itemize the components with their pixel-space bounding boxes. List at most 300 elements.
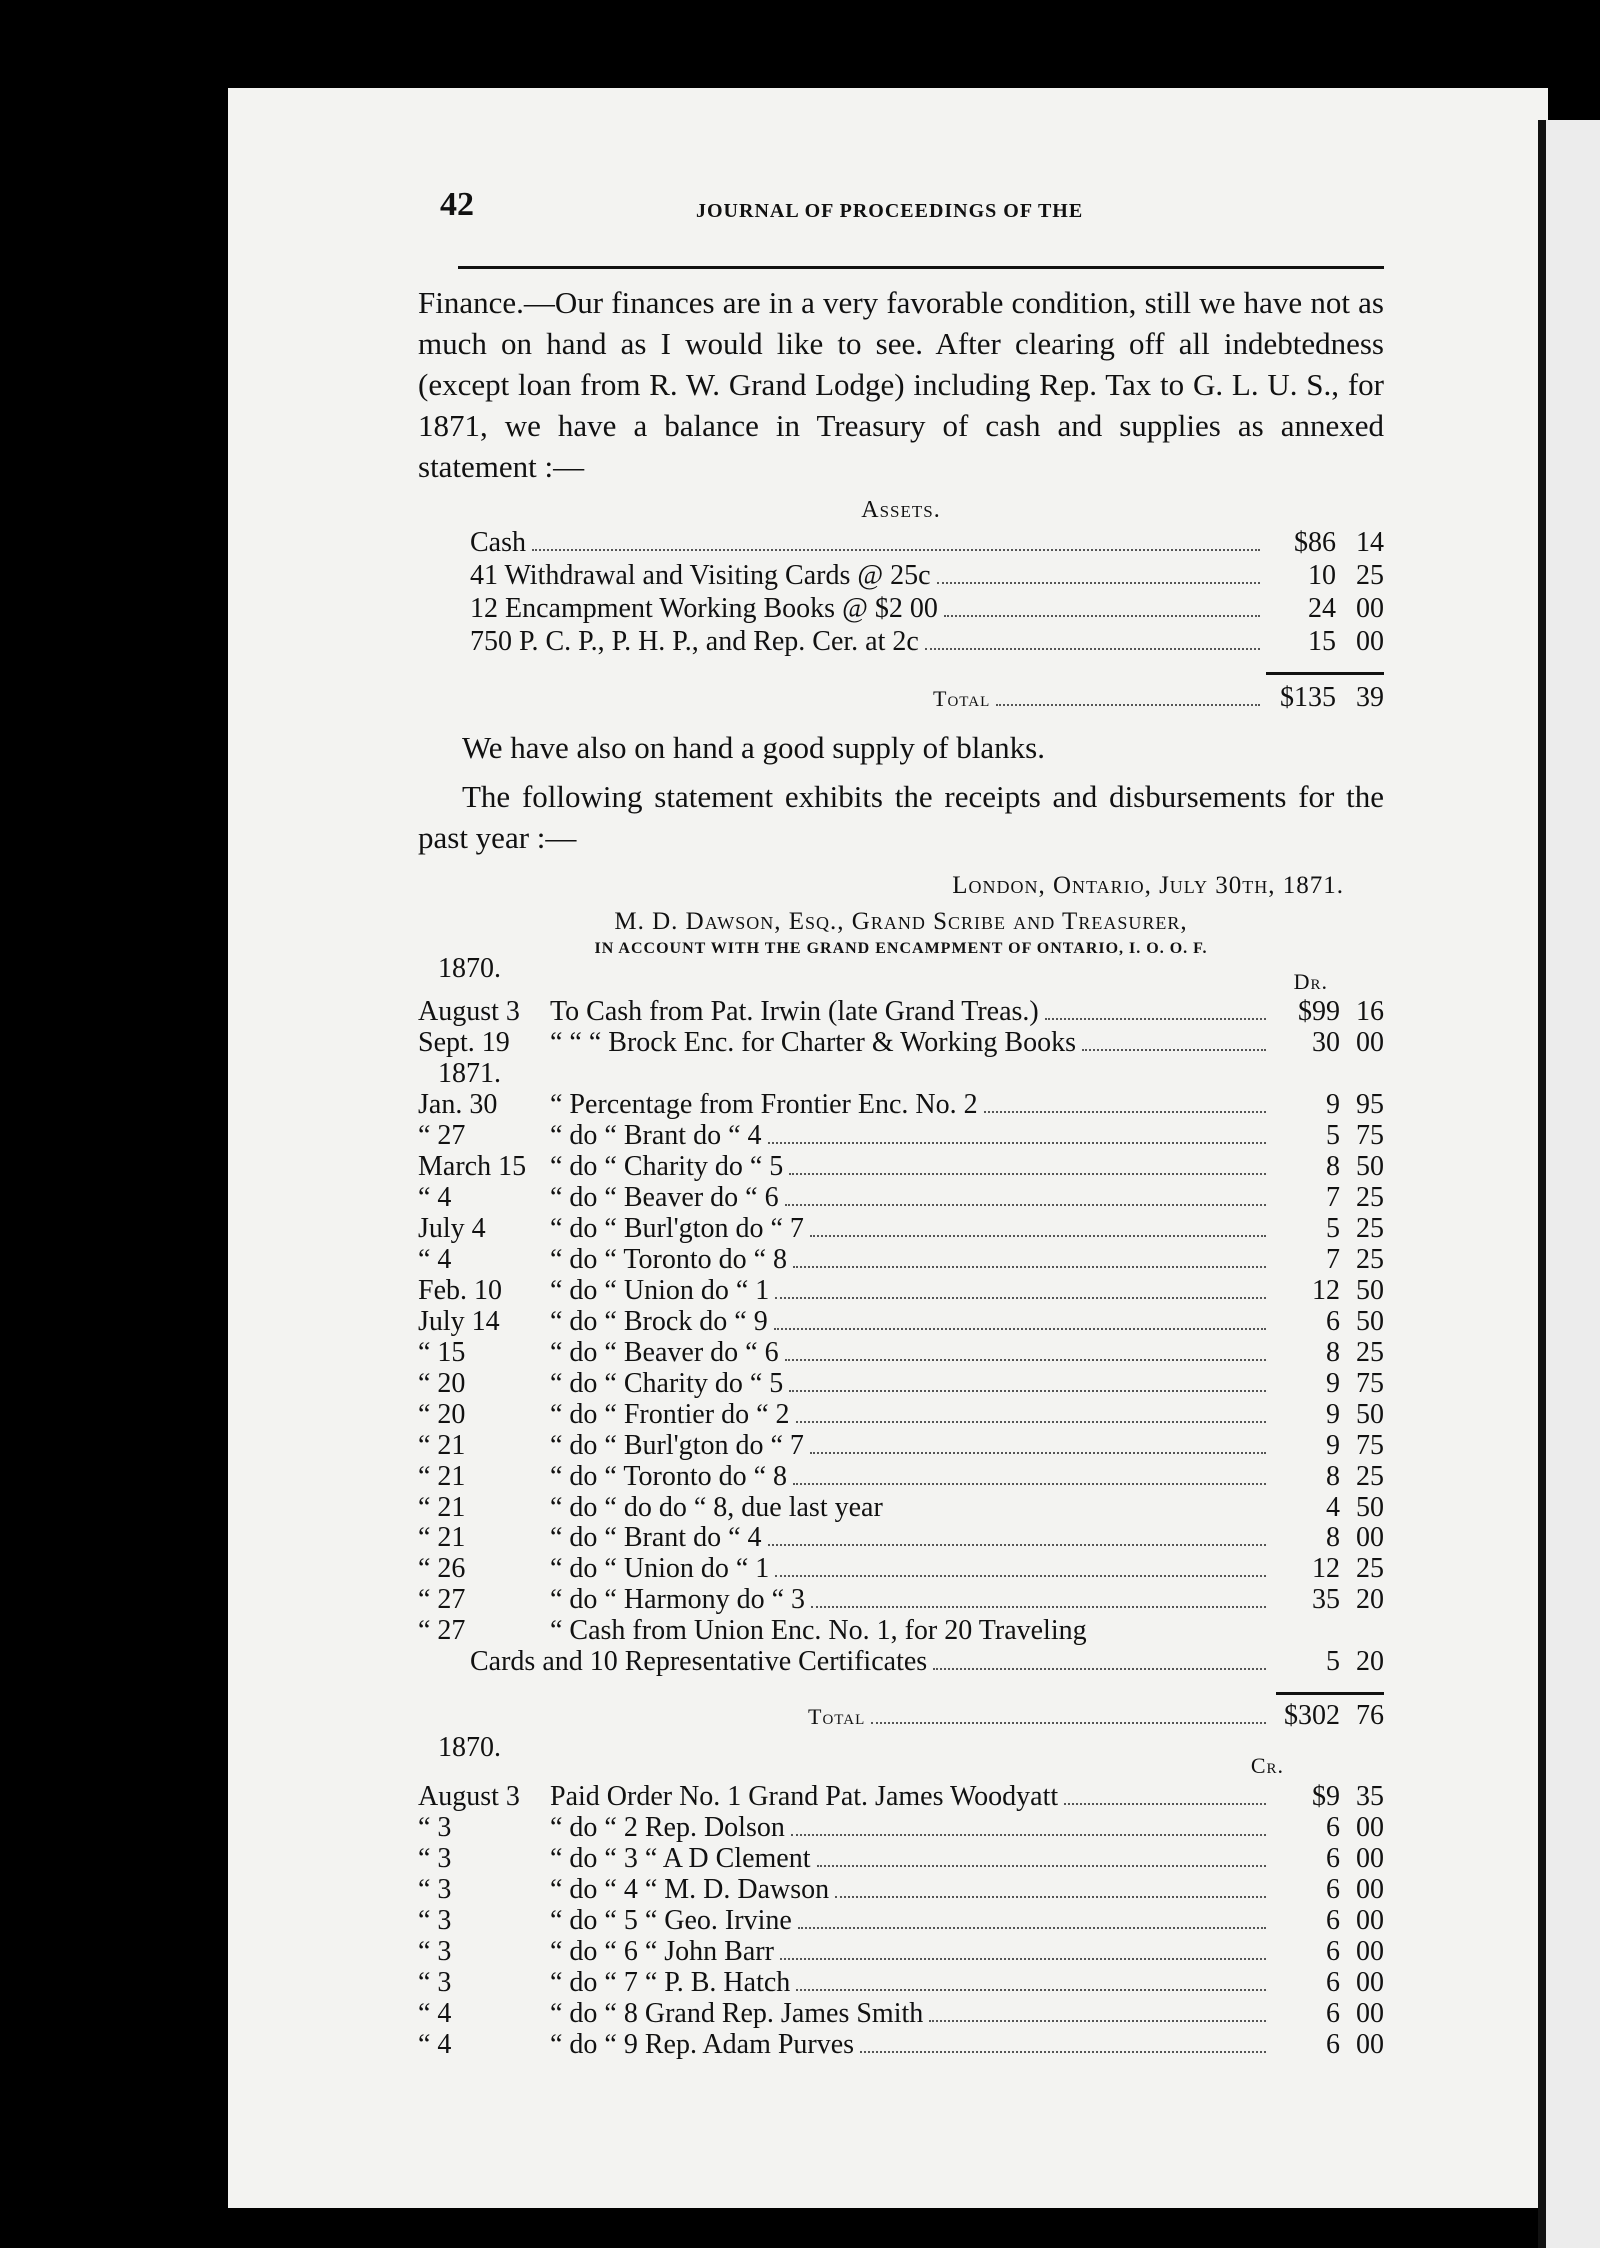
ledger-row — [418, 1369, 1384, 1400]
row-dollars: 7 — [1326, 1243, 1340, 1275]
dollar-sign: $ — [1280, 682, 1294, 713]
leader-dots — [775, 1575, 1266, 1577]
ledger-row — [418, 1968, 1384, 1999]
row-date: “ 3 — [418, 1873, 452, 1905]
row-dollars: 12 — [1312, 1274, 1340, 1306]
row-description: “ do “ 8 Grand Rep. James Smith — [550, 1998, 924, 2029]
row-amount — [1272, 1338, 1384, 1369]
credit-label: Cr. — [1250, 1753, 1284, 1779]
row-dollars-cell — [1272, 1906, 1340, 1937]
row-date: “ 21 — [418, 1460, 466, 1492]
row-amount — [1272, 2030, 1384, 2061]
row-description-cell — [550, 1462, 1272, 1493]
row-description: “ do “ Burl'gton do “ 7 — [550, 1213, 804, 1244]
asset-row — [470, 559, 1384, 592]
ledger-row — [418, 1523, 1384, 1554]
debit-rows-1871 — [418, 1090, 1384, 1617]
row-date: “ 4 — [418, 1997, 452, 2029]
asset-row — [470, 526, 1384, 559]
row-cents: 75 — [1356, 1119, 1384, 1151]
row-dollars: 6 — [1326, 1935, 1340, 1967]
leader-dots — [937, 582, 1260, 584]
asset-cents: 00 — [1356, 593, 1384, 624]
row-description-cell — [550, 1338, 1272, 1369]
page-content — [418, 180, 1384, 2061]
row-amount — [1272, 1276, 1384, 1307]
row-description-cell — [550, 1968, 1272, 1999]
row-dollars-cell — [1272, 1400, 1340, 1431]
row-cents: 20 — [1356, 1645, 1384, 1677]
leader-dots — [768, 1142, 1267, 1144]
row-description: “ “ “ Brock Enc. for Charter & Working Books — [550, 1028, 1076, 1059]
row-cents: 75 — [1356, 1367, 1384, 1399]
row-description: “ do “ Toronto do “ 8 — [550, 1244, 788, 1275]
row-description-cell — [550, 1214, 1272, 1245]
row-date: “ 15 — [418, 1336, 466, 1368]
row-date: Feb. 10 — [418, 1274, 502, 1306]
row-dollars: 6 — [1326, 1842, 1340, 1874]
debit-year-1871: 1871. — [438, 1058, 501, 1090]
dollar-sign: $ — [1294, 527, 1308, 558]
leader-dots — [860, 2051, 1266, 2053]
row-description: “ Cash from Union Enc. No. 1, for 20 Traveling — [550, 1616, 1087, 1647]
leader-dots — [789, 1390, 1266, 1392]
asset-label: 12 Encampment Working Books @ $2 00 — [470, 593, 938, 624]
row-description: “ do “ Brant do “ 4 — [550, 1120, 762, 1151]
row-amount — [1272, 1906, 1384, 1937]
row-amount — [1272, 1245, 1384, 1276]
row-dollars-cell — [1272, 1369, 1340, 1400]
page-number: 42 — [440, 186, 474, 223]
row-dollars: 6 — [1326, 2028, 1340, 2060]
row-amount — [1272, 1214, 1384, 1245]
row-description-cell — [550, 1585, 1272, 1616]
row-cents: 00 — [1356, 1811, 1384, 1843]
row-cents: 16 — [1356, 996, 1384, 1028]
leader-dots — [996, 704, 1260, 706]
row-dollars: 9 — [1326, 1429, 1340, 1461]
leader-dots — [810, 1452, 1266, 1454]
ledger-row — [418, 1782, 1384, 1813]
row-dollars: 7 — [1326, 1181, 1340, 1213]
ledger-row — [418, 997, 1384, 1028]
row-amount — [1272, 1554, 1384, 1585]
row-dollars: 4 — [1326, 1491, 1340, 1523]
row-dollars-cell — [1272, 1245, 1340, 1276]
assets-table — [418, 526, 1384, 658]
leader-dots — [811, 1606, 1266, 1608]
row-dollars: 5 — [1326, 1645, 1340, 1677]
row-description-cell — [550, 1554, 1272, 1585]
leader-dots — [817, 1865, 1266, 1867]
row-amount — [1272, 1999, 1384, 2030]
row-description-cell — [550, 1999, 1272, 2030]
row-amount — [1272, 1152, 1384, 1183]
row-cents: 25 — [1356, 1212, 1384, 1244]
ledger-row — [418, 1937, 1384, 1968]
row-description: Paid Order No. 1 Grand Pat. James Woodyatt — [550, 1781, 1059, 1812]
row-date: “ 4 — [418, 2028, 452, 2060]
ledger-row — [418, 1813, 1384, 1844]
row-description-cell — [550, 1152, 1272, 1183]
asset-cents: 14 — [1356, 527, 1384, 558]
row-dollars-cell — [1272, 1585, 1340, 1616]
row-description: “ do “ Brock do “ 9 — [550, 1306, 768, 1337]
row-date: “ 21 — [418, 1429, 466, 1461]
row-amount — [1272, 1090, 1384, 1121]
leader-dots — [532, 549, 1260, 551]
row-date: “ 4 — [418, 1181, 452, 1213]
ledger-row — [418, 1090, 1384, 1121]
debit-total-row — [418, 1701, 1384, 1733]
row-amount — [1272, 1462, 1384, 1493]
row-amount — [1272, 1844, 1384, 1875]
row-dollars-cell — [1272, 1968, 1340, 1999]
debit-final-row-line2 — [418, 1647, 1384, 1678]
leader-dots — [774, 1328, 1266, 1330]
leader-dots — [793, 1266, 1266, 1268]
blanks-paragraph: We have also on hand a good supply of blanks. — [462, 730, 1045, 765]
assets-total-rule — [1266, 672, 1384, 675]
row-dollars-cell — [1272, 1462, 1340, 1493]
dateline: London, Ontario, July 30th, 1871. — [952, 872, 1344, 899]
row-dollars-cell — [1272, 1875, 1340, 1906]
row-description: “ do “ Frontier do “ 2 — [550, 1399, 790, 1430]
next-page-edge — [1538, 120, 1600, 2248]
assets-heading: Assets. — [861, 497, 941, 523]
row-description-cell — [550, 1400, 1272, 1431]
leader-dots — [768, 1544, 1267, 1546]
asset-label: Cash — [470, 527, 526, 558]
row-date: Sept. 19 — [418, 1027, 510, 1059]
row-amount — [1272, 1369, 1384, 1400]
row-dollars-cell — [1272, 1493, 1340, 1524]
row-date: “ 27 — [418, 1119, 466, 1151]
leader-dots — [791, 1834, 1266, 1836]
ledger-row — [418, 1493, 1384, 1524]
debit-rows-1870 — [418, 997, 1384, 1059]
row-description: “ Percentage from Frontier Enc. No. 2 — [550, 1089, 978, 1120]
leader-dots — [1045, 1018, 1266, 1020]
leader-dots — [789, 1173, 1266, 1175]
row-dollars: 6 — [1326, 1904, 1340, 1936]
row-description: “ do “ Charity do “ 5 — [550, 1368, 784, 1399]
row-dollars-cell — [1272, 1090, 1340, 1121]
row-dollars-cell — [1272, 1999, 1340, 2030]
row-cents: 00 — [1356, 1027, 1384, 1059]
asset-dollar-value: 15 — [1308, 626, 1336, 657]
row-description-cell — [550, 1121, 1272, 1152]
row-description-cell — [550, 1782, 1272, 1813]
row-description-cell — [550, 1523, 1272, 1554]
ledger-row — [418, 1431, 1384, 1462]
row-description: “ do “ 3 “ A D Clement — [550, 1843, 811, 1874]
row-dollars-cell — [1272, 2030, 1340, 2061]
ledger-row — [418, 1276, 1384, 1307]
row-dollars: 9 — [1326, 1088, 1340, 1120]
row-dollars-cell — [1272, 1431, 1340, 1462]
row-description: “ do “ Beaver do “ 6 — [550, 1337, 779, 1368]
row-cents: 25 — [1356, 1460, 1384, 1492]
row-description: “ do “ Union do “ 1 — [550, 1554, 770, 1585]
row-dollars: 35 — [1312, 1584, 1340, 1616]
dollar-sign: $ — [1284, 1699, 1298, 1731]
asset-amount — [1266, 526, 1384, 559]
row-date: “ 3 — [418, 1935, 452, 1967]
row-description: “ do “ 5 “ Geo. Irvine — [550, 1905, 792, 1936]
row-cents: 00 — [1356, 1966, 1384, 1998]
row-amount — [1272, 1937, 1384, 1968]
leader-dots — [780, 1958, 1266, 1960]
ledger-row — [418, 1554, 1384, 1585]
row-date: “ 21 — [418, 1491, 466, 1523]
ledger-row — [418, 1875, 1384, 1906]
row-dollars-cell — [1272, 1844, 1340, 1875]
row-amount — [1272, 1968, 1384, 1999]
row-dollars-cell — [1272, 1554, 1340, 1585]
row-dollars-cell — [1272, 1307, 1340, 1338]
row-cents: 00 — [1356, 1842, 1384, 1874]
ledger-row — [418, 1400, 1384, 1431]
ledger-row — [418, 1462, 1384, 1493]
asset-amount — [1266, 592, 1384, 625]
asset-row — [470, 592, 1384, 625]
row-amount — [1272, 1813, 1384, 1844]
leader-dots — [796, 1421, 1267, 1423]
row-amount — [1272, 1307, 1384, 1338]
row-description: “ do “ Beaver do “ 6 — [550, 1182, 779, 1213]
row-amount — [1272, 1028, 1384, 1059]
row-dollars: 30 — [1312, 1027, 1340, 1059]
row-date: “ 3 — [418, 1811, 452, 1843]
row-amount — [1272, 1782, 1384, 1813]
credit-rows — [418, 1782, 1384, 2061]
row-description: Cards and 10 Representative Certificates — [470, 1646, 928, 1677]
dollar-sign: $ — [1298, 996, 1312, 1028]
row-description: “ do “ Toronto do “ 8 — [550, 1461, 788, 1492]
leader-dots — [785, 1204, 1266, 1206]
row-dollars: 6 — [1326, 1873, 1340, 1905]
ledger-row — [418, 1152, 1384, 1183]
row-description-cell — [550, 1183, 1272, 1214]
leader-dots — [984, 1111, 1266, 1113]
row-date: “ 27 — [418, 1584, 466, 1616]
asset-cents: 25 — [1356, 560, 1384, 591]
row-dollars: 8 — [1326, 1460, 1340, 1492]
row-date: “ 3 — [418, 1966, 452, 1998]
assets-total-label: Total — [933, 686, 991, 711]
row-date: August 3 — [418, 1780, 520, 1812]
row-date: “ 3 — [418, 1904, 452, 1936]
asset-dollar-value: 24 — [1308, 593, 1336, 624]
header-rule — [458, 266, 1384, 269]
row-date: “ 27 — [418, 1615, 466, 1647]
row-date: “ 3 — [418, 1842, 452, 1874]
asset-dollars — [1266, 526, 1336, 559]
leader-dots — [925, 648, 1260, 650]
ledger-row — [418, 1028, 1384, 1059]
dollar-sign: $ — [1312, 1780, 1326, 1812]
row-description: “ do “ 9 Rep. Adam Purves — [550, 2029, 855, 2060]
row-description: “ do “ Brant do “ 4 — [550, 1523, 762, 1554]
row-cents: 00 — [1356, 1873, 1384, 1905]
row-date: “ 20 — [418, 1367, 466, 1399]
row-description: “ do “ 7 “ P. B. Hatch — [550, 1967, 791, 1998]
row-dollars: 9 — [1326, 1398, 1340, 1430]
row-date: Jan. 30 — [418, 1088, 498, 1120]
row-description-cell — [550, 1276, 1272, 1307]
row-description-cell — [550, 1813, 1272, 1844]
debit-label: Dr. — [1293, 968, 1328, 994]
row-dollars: 5 — [1326, 1212, 1340, 1244]
row-description-cell — [550, 2030, 1272, 2061]
row-dollars: 6 — [1326, 1966, 1340, 1998]
row-cents: 20 — [1356, 1584, 1384, 1616]
asset-dollar-value: 10 — [1308, 560, 1336, 591]
asset-amount — [1266, 625, 1384, 658]
asset-label: 41 Withdrawal and Visiting Cards @ 25c — [470, 560, 931, 591]
row-description-cell — [550, 1493, 1272, 1524]
asset-amount — [1266, 559, 1384, 592]
row-date: “ 20 — [418, 1398, 466, 1430]
row-dollars-cell — [1272, 1028, 1340, 1059]
asset-dollars — [1266, 559, 1336, 592]
row-amount — [1272, 997, 1384, 1028]
row-description: “ do “ 2 Rep. Dolson — [550, 1812, 785, 1843]
credit-year: 1870. — [438, 1731, 501, 1763]
row-description-cell — [550, 1307, 1272, 1338]
row-description: “ do “ Union do “ 1 — [550, 1275, 770, 1306]
leader-dots — [798, 1927, 1266, 1929]
row-description-cell — [550, 1245, 1272, 1276]
row-cents: 25 — [1356, 1181, 1384, 1213]
leader-dots — [1064, 1803, 1266, 1805]
row-amount — [1272, 1875, 1384, 1906]
row-dollars: 6 — [1326, 1997, 1340, 2029]
debit-total-cents: 76 — [1356, 1699, 1384, 1731]
debit-section — [418, 954, 1384, 1733]
row-cents: 25 — [1356, 1243, 1384, 1275]
row-dollars-cell — [1272, 1523, 1340, 1554]
ledger-row — [418, 1844, 1384, 1875]
debit-final-row-line1 — [418, 1616, 1384, 1647]
row-dollars-cell — [1272, 1183, 1340, 1214]
row-dollars: 12 — [1312, 1553, 1340, 1585]
row-description: “ do “ do do “ 8, due last year — [550, 1492, 883, 1523]
row-cents: 25 — [1356, 1336, 1384, 1368]
leader-dots — [775, 1297, 1266, 1299]
row-dollars: 9 — [1326, 1780, 1340, 1812]
row-dollars: 6 — [1326, 1811, 1340, 1843]
row-description-cell — [550, 997, 1272, 1028]
running-head: JOURNAL OF PROCEEDINGS OF THE — [696, 200, 1084, 222]
row-dollars: 99 — [1312, 996, 1340, 1028]
leader-dots — [871, 1722, 1266, 1724]
row-dollars: 8 — [1326, 1522, 1340, 1554]
ledger-row — [418, 1121, 1384, 1152]
row-date: July 14 — [418, 1305, 500, 1337]
leader-dots — [785, 1359, 1266, 1361]
row-description-cell — [550, 1090, 1272, 1121]
asset-dollars — [1266, 625, 1336, 658]
row-amount — [1272, 1400, 1384, 1431]
asset-dollar-value: 86 — [1308, 527, 1336, 558]
row-date: July 4 — [418, 1212, 486, 1244]
row-date: March 15 — [418, 1150, 527, 1182]
row-description-cell — [550, 1431, 1272, 1462]
row-amount — [1272, 1493, 1384, 1524]
row-date: “ 26 — [418, 1553, 466, 1585]
debit-year-1870: 1870. — [438, 953, 501, 984]
finance-paragraph: Finance.—Our finances are in a very favorable condition, still we have not as much on hand as I would like to see. After clearing off all indebtedness (except loan from R. W. Grand Lodge) including Rep. Tax to G. L. U. S., for 1871, we have a balance in Treasury of cash and supplies as annexed statement :— — [418, 285, 1384, 484]
row-cents: 00 — [1356, 1522, 1384, 1554]
row-dollars-cell — [1272, 1782, 1340, 1813]
row-cents: 00 — [1356, 1935, 1384, 1967]
row-dollars: 6 — [1326, 1305, 1340, 1337]
row-description-cell — [550, 1875, 1272, 1906]
row-description: “ do “ 4 “ M. D. Dawson — [550, 1874, 830, 1905]
leader-dots — [793, 1483, 1266, 1485]
row-description-cell — [550, 1369, 1272, 1400]
debit-total-rule — [1276, 1692, 1384, 1695]
row-description-cell — [550, 1844, 1272, 1875]
row-dollars: 5 — [1326, 1119, 1340, 1151]
row-description: “ do “ Burl'gton do “ 7 — [550, 1430, 804, 1461]
row-dollars-cell — [1272, 1152, 1340, 1183]
leader-dots — [1082, 1049, 1266, 1051]
assets-total-row — [418, 681, 1384, 715]
leader-dots — [944, 615, 1260, 617]
statement-intro: The following statement exhibits the receipts and disbursements for the past year :— — [418, 779, 1384, 855]
assets-total-cents: 39 — [1356, 682, 1384, 713]
leader-dots — [929, 2020, 1266, 2022]
leader-dots — [796, 1989, 1266, 1991]
row-description: “ do “ 6 “ John Barr — [550, 1936, 774, 1967]
row-dollars-cell — [1272, 1338, 1340, 1369]
leader-dots — [835, 1896, 1266, 1898]
row-cents: 50 — [1356, 1398, 1384, 1430]
row-amount — [1272, 1121, 1384, 1152]
page-header — [418, 180, 1384, 250]
row-amount — [1272, 1523, 1384, 1554]
row-description-cell — [550, 1028, 1272, 1059]
row-cents: 35 — [1356, 1780, 1384, 1812]
row-date: August 3 — [418, 996, 520, 1028]
row-description-cell — [550, 1906, 1272, 1937]
row-amount — [1272, 1431, 1384, 1462]
ledger-row — [418, 1906, 1384, 1937]
row-cents: 25 — [1356, 1553, 1384, 1585]
ledger-row — [418, 1338, 1384, 1369]
row-description: “ do “ Harmony do “ 3 — [550, 1585, 806, 1616]
row-amount — [1272, 1585, 1384, 1616]
row-cents: 50 — [1356, 1274, 1384, 1306]
row-cents: 50 — [1356, 1491, 1384, 1523]
ledger-row — [418, 1999, 1384, 2030]
ledger-row — [418, 1245, 1384, 1276]
ledger-row — [418, 1585, 1384, 1616]
asset-row — [470, 625, 1384, 658]
row-dollars-cell — [1272, 997, 1340, 1028]
assets-total-dollars: 135 — [1294, 682, 1336, 713]
row-dollars: 8 — [1326, 1150, 1340, 1182]
leader-dots — [933, 1668, 1266, 1670]
leader-dots — [810, 1235, 1266, 1237]
row-description: “ do “ Charity do “ 5 — [550, 1151, 784, 1182]
ledger-row — [418, 1307, 1384, 1338]
account-subtitle: IN ACCOUNT WITH THE GRAND ENCAMPMENT OF ONTARIO, I. O. O. F. — [594, 940, 1208, 957]
row-date: “ 21 — [418, 1522, 466, 1554]
